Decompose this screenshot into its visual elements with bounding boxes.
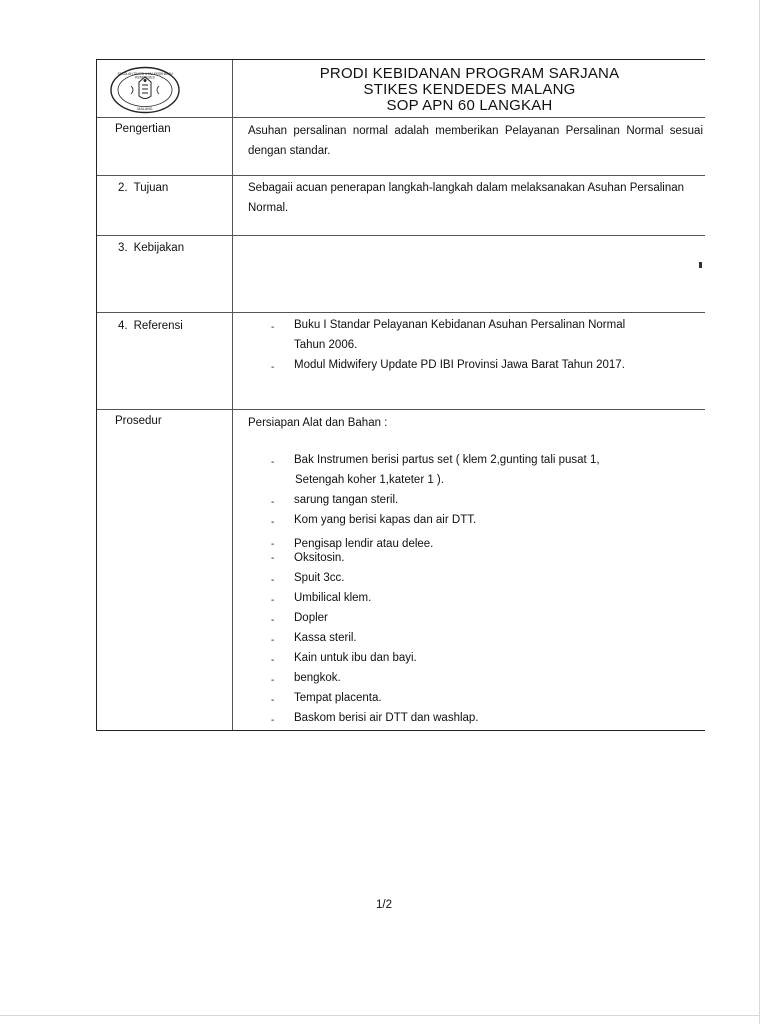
label-prosedur: Prosedur <box>115 415 162 427</box>
bullet-dash: - <box>271 517 275 528</box>
label-tujuan <box>118 181 168 195</box>
label-text: Referensi <box>133 320 183 332</box>
bullet-dash: - <box>271 362 275 373</box>
list-item <box>248 628 703 648</box>
list-item <box>248 608 703 628</box>
sop-table <box>96 59 705 731</box>
row-prosedur <box>97 410 705 731</box>
list-item <box>248 315 703 335</box>
row-tujuan <box>97 176 705 236</box>
bullet-dash: - <box>271 457 275 468</box>
equipment-item: Tempat placenta. <box>294 692 382 704</box>
page-edge <box>759 0 760 1024</box>
scan-mark <box>699 262 702 268</box>
list-item <box>248 668 703 688</box>
reference-line: Tahun 2006. <box>294 339 358 351</box>
bullet-dash: - <box>271 575 275 586</box>
list-item <box>248 708 703 728</box>
list-item <box>248 510 703 530</box>
label-number: 2. <box>118 182 128 194</box>
bullet-dash: - <box>271 655 275 666</box>
equipment-list <box>248 450 703 728</box>
label-kebijakan <box>118 241 184 255</box>
label-referensi <box>118 319 183 333</box>
bullet-dash: - <box>271 497 275 508</box>
body-tujuan: Sebagaii acuan penerapan langkah-langkah dalam melaksanakan Asuhan Persalinan Normal. <box>248 182 685 214</box>
reference-line: Buku I Standar Pelayanan Kebidanan Asuhan Persalinan Normal <box>294 319 626 331</box>
list-item <box>248 537 703 551</box>
list-item <box>248 551 703 565</box>
equipment-item: Umbilical klem. <box>294 592 372 604</box>
equipment-item: Bak Instrumen berisi partus set ( klem 2,gunting tali pusat 1, <box>294 454 600 466</box>
list-item-continued <box>248 470 703 490</box>
logo-text-bottom: MALANG <box>137 107 153 111</box>
title-line-program: PRODI KEBIDANAN PROGRAM SARJANA <box>319 65 620 82</box>
bullet-dash: - <box>271 553 275 564</box>
body-pengertian: Asuhan persalinan normal adalah memberikan Pelayanan Persalinan Normal sesuai dengan standar. <box>248 125 703 157</box>
list-item <box>248 648 703 668</box>
document-title <box>233 66 705 114</box>
equipment-item: sarung tangan steril. <box>294 494 399 506</box>
equipment-item: bengkok. <box>294 672 341 684</box>
equipment-item: Baskom berisi air DTT dan washlap. <box>294 712 479 724</box>
list-item <box>248 450 703 470</box>
logo-text-center: KENDEDES <box>135 75 155 80</box>
prosedur-intro: Persiapan Alat dan Bahan : <box>248 417 388 429</box>
label-text: Tujuan <box>133 182 169 194</box>
list-item <box>248 588 703 608</box>
header-row <box>97 60 705 118</box>
row-referensi <box>97 313 705 410</box>
equipment-item: Spuit 3cc. <box>294 572 345 584</box>
row-kebijakan <box>97 236 705 313</box>
bullet-dash: - <box>271 635 275 646</box>
equipment-item: Dopler <box>294 612 328 624</box>
institution-logo <box>109 66 181 114</box>
reference-line: Modul Midwifery Update PD IBI Provinsi Jawa Barat Tahun 2017. <box>294 359 625 371</box>
list-item <box>248 490 703 510</box>
bullet-dash: - <box>271 322 275 333</box>
list-item <box>248 688 703 708</box>
page-edge <box>0 1015 760 1016</box>
list-item <box>248 568 703 588</box>
label-text: Kebijakan <box>133 242 185 254</box>
label-number: 3. <box>118 242 128 254</box>
equipment-item: Pengisap lendir atau delee. <box>294 538 434 550</box>
bullet-dash: - <box>271 695 275 706</box>
list-item-continued <box>248 335 703 355</box>
bullet-dash: - <box>271 615 275 626</box>
title-line-institution: STIKES KENDEDES MALANG <box>363 81 576 98</box>
equipment-item: Setengah koher 1,kateter 1 ). <box>295 474 444 486</box>
title-line-sop: SOP APN 60 LANGKAH <box>386 97 553 114</box>
bullet-dash: - <box>271 675 275 686</box>
equipment-item: Kom yang berisi kapas dan air DTT. <box>294 514 477 526</box>
label-number: 4. <box>118 320 128 332</box>
equipment-item: Kassa steril. <box>294 632 357 644</box>
logo-text-top: SEKOLAH TINGGI ILMU KESEHATAN <box>117 72 173 76</box>
reference-list <box>248 315 703 375</box>
bullet-dash: - <box>271 715 275 726</box>
equipment-item: Kain untuk ibu dan bayi. <box>294 652 417 664</box>
row-pengertian <box>97 118 705 176</box>
bullet-dash: - <box>271 539 275 550</box>
label-pengertian: Pengertian <box>115 123 171 135</box>
list-item <box>248 355 703 375</box>
bullet-dash: - <box>271 595 275 606</box>
page-number: 1/2 <box>376 899 392 911</box>
equipment-item: Oksitosin. <box>294 552 345 564</box>
